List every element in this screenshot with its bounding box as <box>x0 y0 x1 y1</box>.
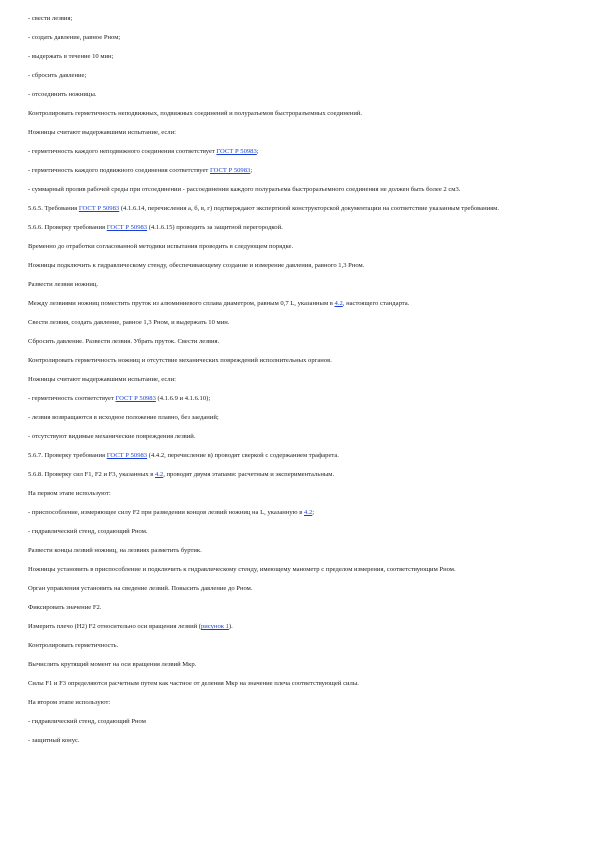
list-item <box>28 394 539 404</box>
paragraph: Контролировать герметичность неподвижных, подвижных соединений и полуразъемов быстроразъемных соединений. <box>28 110 363 117</box>
paragraph-text: 5.6.5. Требования <box>28 205 79 212</box>
paragraph <box>28 622 539 632</box>
list-item <box>28 166 539 176</box>
gost-link[interactable]: ГОСТ Р 50983 <box>209 167 251 174</box>
paragraph: Ножницы установить в приспособление и подключить к гидравлическому стенду, имеющему манометр с пределом измерения, соответствующим Pном. <box>28 566 456 573</box>
paragraph: Временно до отработки согласованной методики испытания проводить в следующем порядке. <box>28 243 294 250</box>
paragraph: Вычислить крутящий момент на оси вращения лезвий Мкр. <box>28 661 197 668</box>
list-item: - лезвия возвращаются в исходное положение плавно, без заеданий; <box>28 414 219 421</box>
gost-link[interactable]: ГОСТ Р 50983 <box>106 224 148 231</box>
paragraph: Контролировать герметичность ножниц и отсутствие механических повреждений исполнительных органов. <box>28 357 332 364</box>
paragraph-text: Измерить плечо (Н2) F2 относительно оси вращения лезвий ( <box>28 623 201 630</box>
paragraph: Ножницы подключить к гидравлическому стенду, обеспечивающему создание и измерение давления, равного 1,3 Pном. <box>28 262 365 269</box>
list-item: - защитный конус. <box>28 737 80 744</box>
paragraph: Ножницы считают выдержавшими испытание, если: <box>28 129 176 136</box>
paragraph: Развести лезвия ножниц. <box>28 281 99 288</box>
section-link[interactable]: 4.2 <box>334 300 343 307</box>
paragraph: Контролировать герметичность. <box>28 642 119 649</box>
paragraph <box>28 470 539 480</box>
list-item: - отсоединить ножницы. <box>28 91 97 98</box>
paragraph-text: ). <box>228 623 233 630</box>
paragraph: Развести концы лезвий ножниц, на лезвиях разметить буртик. <box>28 547 202 554</box>
section-link[interactable]: 4.2 <box>154 471 164 478</box>
paragraph-text: ; <box>312 509 315 516</box>
paragraph-text: (4.4.2, перечисление в) проводят сверкой с содержанием трафарета. <box>147 452 339 459</box>
paragraph-text: - герметичность соответствует <box>28 395 116 402</box>
list-item <box>28 147 539 157</box>
paragraph: Силы F1 и F3 определяются расчетным путем как частное от деления Мкр на значение плеча соответствующей силы. <box>28 680 359 687</box>
paragraph-text: ; <box>256 148 259 155</box>
paragraph <box>28 204 539 214</box>
paragraph-text: (4.1.6.14, перечисления а, б, в, г) подтверждают экспертизой конструкторской документации на соответствие указанным требованиям. <box>119 205 499 212</box>
paragraph-text: - герметичность каждого неподвижного соединения соответствует <box>28 148 217 155</box>
gost-link[interactable]: ГОСТ Р 50983 <box>216 148 257 155</box>
gost-link[interactable]: ГОСТ Р 50983 <box>115 395 156 402</box>
paragraph-text: - герметичность каждого подвижного соединения соответствует <box>28 167 210 174</box>
paragraph: Фиксировать значение F2. <box>28 604 102 611</box>
paragraph: Орган управления установить на сведение лезвий. Повысить давление до Pном. <box>28 585 253 592</box>
paragraph-text: Между лезвиями ножниц поместить пруток из алюминиевого сплава диаметром, равным 0,7 L, указанным в <box>28 300 335 307</box>
list-item: - свести лезвия; <box>28 15 73 22</box>
list-item: - отсутствуют видимые механические повреждения лезвий. <box>28 433 196 440</box>
paragraph: Ножницы считают выдержавшими испытание, если: <box>28 376 176 383</box>
paragraph-text: (4.1.6.9 и 4.1.6.10); <box>155 395 211 402</box>
paragraph-text: 5.6.6. Проверку требования <box>28 224 107 231</box>
paragraph-text: 5.6.7. Проверку требования <box>28 452 107 459</box>
list-item: - гидравлический стенд, создающий Pном. <box>28 528 148 535</box>
paragraph-text: (4.1.6.15) проводить за защитной перегородкой. <box>147 224 283 231</box>
section-link[interactable]: 4.2 <box>304 509 313 516</box>
paragraph-text: - приспособление, измеряющее силу F2 при разведении концов лезвий ножниц на L, указанную в <box>28 509 304 516</box>
paragraph-text: 5.6.8. Проверку сил F1, F2 и F3, указанных в <box>28 471 155 478</box>
paragraph: Свести лезвия, создать давление, равное 1,3 Pном, и выдержать 10 мин. <box>28 319 230 326</box>
list-item: - сбросить давление; <box>28 72 87 79</box>
paragraph: На первом этапе используют: <box>28 490 111 497</box>
gost-link[interactable]: ГОСТ Р 50983 <box>106 452 148 459</box>
list-item <box>28 508 539 518</box>
paragraph-text: ; <box>250 167 253 174</box>
paragraph <box>28 451 539 461</box>
figure-link[interactable]: рисунок 1 <box>200 623 229 630</box>
paragraph-text: , настоящего стандарта. <box>342 300 410 307</box>
list-item: - суммарный пролив рабочей среды при отсоединении - рассоединении каждого полуразъема быстроразъемного соединения не должен быть более 2 см3. <box>28 186 461 193</box>
paragraph <box>28 299 539 309</box>
list-item: - выдержать в течение 10 мин; <box>28 53 114 60</box>
gost-link[interactable]: ГОСТ Р 50983 <box>78 205 120 212</box>
paragraph <box>28 223 539 233</box>
paragraph-text: , проводят двумя этапами: расчетным и экспериментальным. <box>163 471 335 478</box>
paragraph: На втором этапе используют: <box>28 699 111 706</box>
list-item: - гидравлический стенд, создающий Pном <box>28 718 146 725</box>
paragraph: Сбросить давление. Развести лезвия. Убрать пруток. Свести лезвия. <box>28 338 220 345</box>
list-item: - создать давление, равное Pном; <box>28 34 121 41</box>
